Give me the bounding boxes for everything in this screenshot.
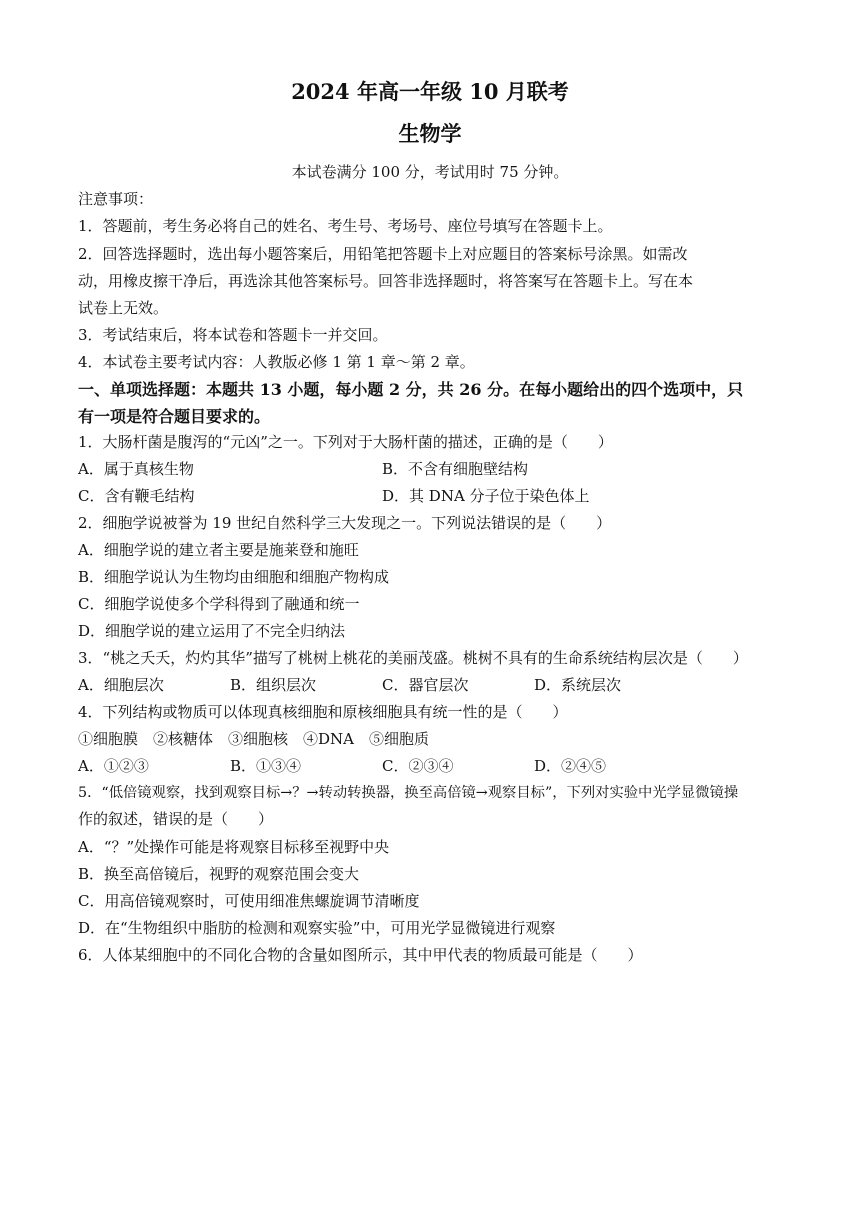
- notice-item-1: 1．答题前，考生务必将自己的姓名、考生号、考场号、座位号填写在答题卡上。: [78, 217, 613, 235]
- question-5-stem-line-2: 作的叙述，错误的是（ ）: [78, 810, 274, 828]
- notice-item-4: 4．本试卷主要考试内容：人教版必修 1 第 1 章～第 2 章。: [78, 353, 475, 371]
- question-4-option-d: D．②④⑤: [534, 757, 607, 775]
- question-2-option-b: B．细胞学说认为生物均由细胞和细胞产物构成: [78, 568, 390, 586]
- question-3-option-a: A．细胞层次: [78, 676, 164, 694]
- question-4-option-a: A．①②③: [78, 757, 149, 775]
- question-2-stem: 2．细胞学说被誉为 19 世纪自然科学三大发现之一。下列说法错误的是（ ）: [78, 514, 612, 532]
- question-5-option-d: D．在“生物组织中脂肪的检测和观察实验”中，可用光学显微镜进行观察: [78, 919, 556, 937]
- question-4-option-b: B．①③④: [230, 757, 302, 775]
- question-3-option-b: B．组织层次: [230, 676, 317, 694]
- question-3-stem: 3．“桃之夭夭，灼灼其华”描写了桃树上桃花的美丽茂盛。桃树不具有的生命系统结构层次是（ ）: [78, 649, 748, 667]
- question-2-option-c: C．细胞学说使多个学科得到了融通和统一: [78, 595, 360, 613]
- notice-item-2-line-2: 动，用橡皮擦干净后，再选涂其他答案标号。回答非选择题时，将答案写在答题卡上。写在本: [78, 272, 694, 290]
- question-5-option-a: A．“？”处操作可能是将观察目标移至视野中央: [78, 838, 390, 856]
- question-3-option-c: C．器官层次: [382, 676, 469, 694]
- exam-title: 2024 年高一年级 10 月联考: [291, 79, 569, 104]
- question-2-option-d: D．细胞学说的建立运用了不完全归纳法: [78, 622, 346, 640]
- question-5-option-b: B．换至高倍镜后，视野的观察范围会变大: [78, 865, 360, 883]
- exam-info: 本试卷满分 100 分，考试用时 75 分钟。: [291, 163, 569, 181]
- question-1-option-a: A．属于真核生物: [78, 460, 194, 478]
- question-3-option-d: D．系统层次: [534, 676, 622, 694]
- question-6-stem: 6．人体某细胞中的不同化合物的含量如图所示，其中甲代表的物质最可能是（ ）: [78, 946, 643, 964]
- question-5-option-c: C．用高倍镜观察时，可使用细准焦螺旋调节清晰度: [78, 892, 420, 910]
- question-2-option-a: A．细胞学说的建立者主要是施莱登和施旺: [78, 541, 359, 559]
- section-heading-line-1: 一、单项选择题：本题共 13 小题，每小题 2 分，共 26 分。在每小题给出的四个选项中，只: [78, 380, 744, 399]
- notice-item-2-line-1: 2．回答选择题时，选出每小题答案后，用铅笔把答题卡上对应题目的答案标号涂黑。如需改: [78, 245, 688, 263]
- subject-title: 生物学: [398, 121, 462, 146]
- question-4-items: ①细胞膜 ②核糖体 ③细胞核 ④DNA ⑤细胞质: [78, 730, 429, 748]
- question-1-option-c: C．含有鞭毛结构: [78, 487, 195, 505]
- question-1-option-d: D．其 DNA 分子位于染色体上: [382, 487, 590, 505]
- section-heading-line-2: 有一项是符合题目要求的。: [78, 407, 271, 426]
- question-1-stem: 1．大肠杆菌是腹泻的“元凶”之一。下列对于大肠杆菌的描述，正确的是（ ）: [78, 433, 613, 451]
- notice-heading: 注意事项：: [78, 190, 154, 208]
- question-4-option-c: C．②③④: [382, 757, 454, 775]
- notice-item-2-line-3: 试卷上无效。: [78, 299, 169, 317]
- question-4-stem: 4．下列结构或物质可以体现真核细胞和原核细胞具有统一性的是（ ）: [78, 703, 568, 721]
- question-5-stem-line-1: 5．“低倍镜观察，找到观察目标→？→转动转换器，换至高倍镜→观察目标”，下列对实验中光学显微镜操: [78, 785, 739, 801]
- notice-item-3: 3．考试结束后，将本试卷和答题卡一并交回。: [78, 326, 388, 344]
- question-1-option-b: B．不含有细胞壁结构: [382, 460, 529, 478]
